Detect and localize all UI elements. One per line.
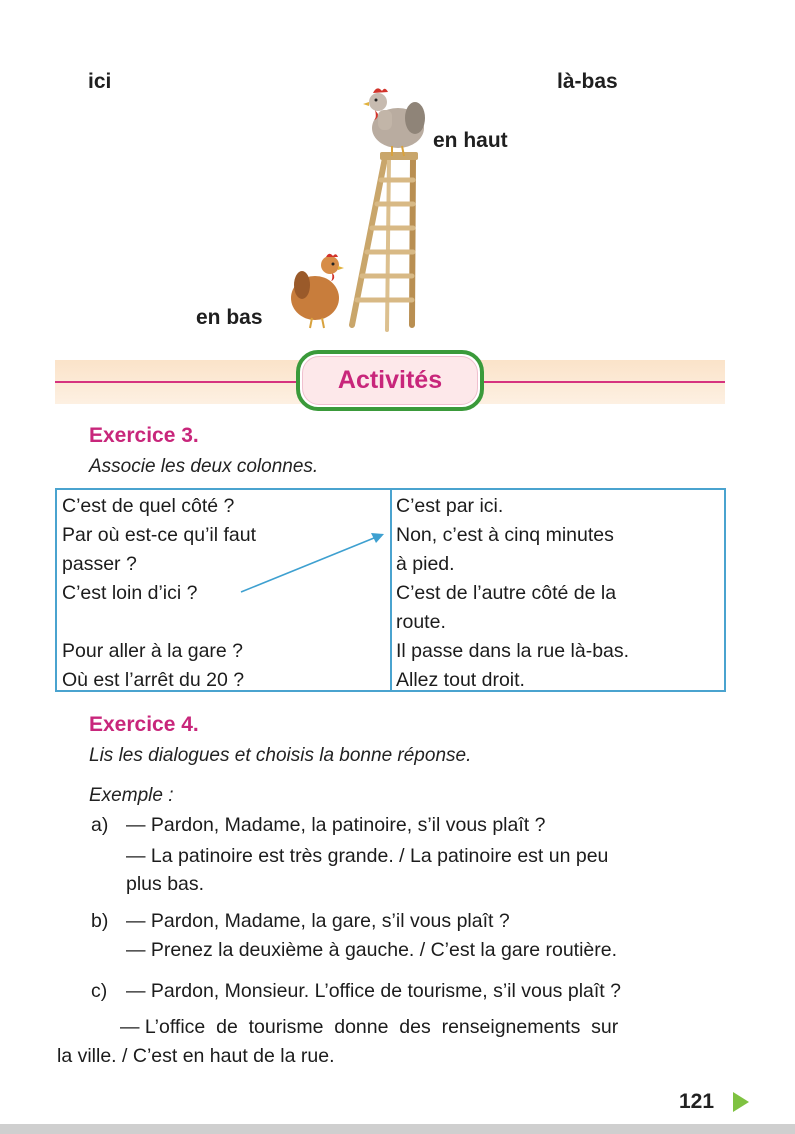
left-line: C’est de quel côté ? — [62, 495, 235, 517]
exercice4-instruction: Lis les dialogues et choisis la bonne réponse. — [89, 745, 472, 766]
hen-bottom-icon — [291, 254, 344, 328]
table-column-divider — [390, 488, 392, 692]
label-ici: ici — [88, 70, 112, 93]
item-a-question: — Pardon, Madame, la patinoire, s’il vous plaît ? — [126, 814, 546, 836]
item-b-question: — Pardon, Madame, la gare, s’il vous plaît ? — [126, 910, 510, 932]
next-page-arrow-icon — [731, 1090, 751, 1114]
hen-top-icon — [363, 88, 425, 156]
left-line: Pour aller à la gare ? — [62, 640, 244, 662]
item-c-answer-line1: — L’office de tourisme donne des renseignements sur — [120, 1016, 619, 1038]
item-c-answer-line2: la ville. / C’est en haut de la rue. — [57, 1045, 335, 1067]
page-bottom-bar — [0, 1124, 795, 1134]
right-line: C’est par ici. — [396, 495, 504, 517]
page-number: 121 — [679, 1090, 715, 1113]
item-b-label: b) — [91, 910, 109, 932]
exemple-label: Exemple : — [89, 785, 174, 806]
activities-title: Activités — [302, 356, 478, 405]
right-line: Non, c’est à cinq minutes — [396, 524, 614, 546]
left-line: Où est l’arrêt du 20 ? — [62, 669, 245, 691]
label-en-haut: en haut — [433, 129, 508, 152]
left-line: Par où est-ce qu’il faut — [62, 524, 257, 546]
right-line: Il passe dans la rue là-bas. — [396, 640, 630, 662]
banner-line-left — [55, 381, 300, 383]
right-line: à pied. — [396, 553, 455, 575]
exercice3-title: Exercice 3. — [89, 424, 199, 447]
left-line: C’est loin d’ici ? — [62, 582, 198, 604]
item-a-answer-line2: plus bas. — [126, 873, 205, 895]
exercice4-title: Exercice 4. — [89, 713, 199, 736]
banner-line-right — [482, 381, 725, 383]
right-line: route. — [396, 611, 446, 633]
right-column — [396, 492, 629, 695]
example-arrow-icon — [238, 528, 388, 598]
right-line: C’est de l’autre côté de la — [396, 582, 617, 604]
item-a-label: a) — [91, 814, 109, 836]
ladder-hens-illustration — [280, 80, 440, 335]
exercice3-instruction: Associe les deux colonnes. — [89, 456, 319, 477]
activities-badge — [296, 350, 484, 411]
item-c-question: — Pardon, Monsieur. L’office de tourisme, s’il vous plaît ? — [126, 980, 621, 1002]
item-a-answer-line1: — La patinoire est très grande. / La patinoire est un peu — [126, 845, 609, 867]
item-b-answer: — Prenez la deuxième à gauche. / C’est la gare routière. — [126, 939, 618, 961]
left-line: passer ? — [62, 553, 137, 575]
right-line: Allez tout droit. — [396, 669, 525, 691]
left-line — [62, 608, 256, 637]
label-en-bas: en bas — [196, 306, 263, 329]
label-labas: là-bas — [557, 70, 618, 93]
left-column — [62, 492, 256, 695]
item-c-label: c) — [91, 980, 108, 1002]
